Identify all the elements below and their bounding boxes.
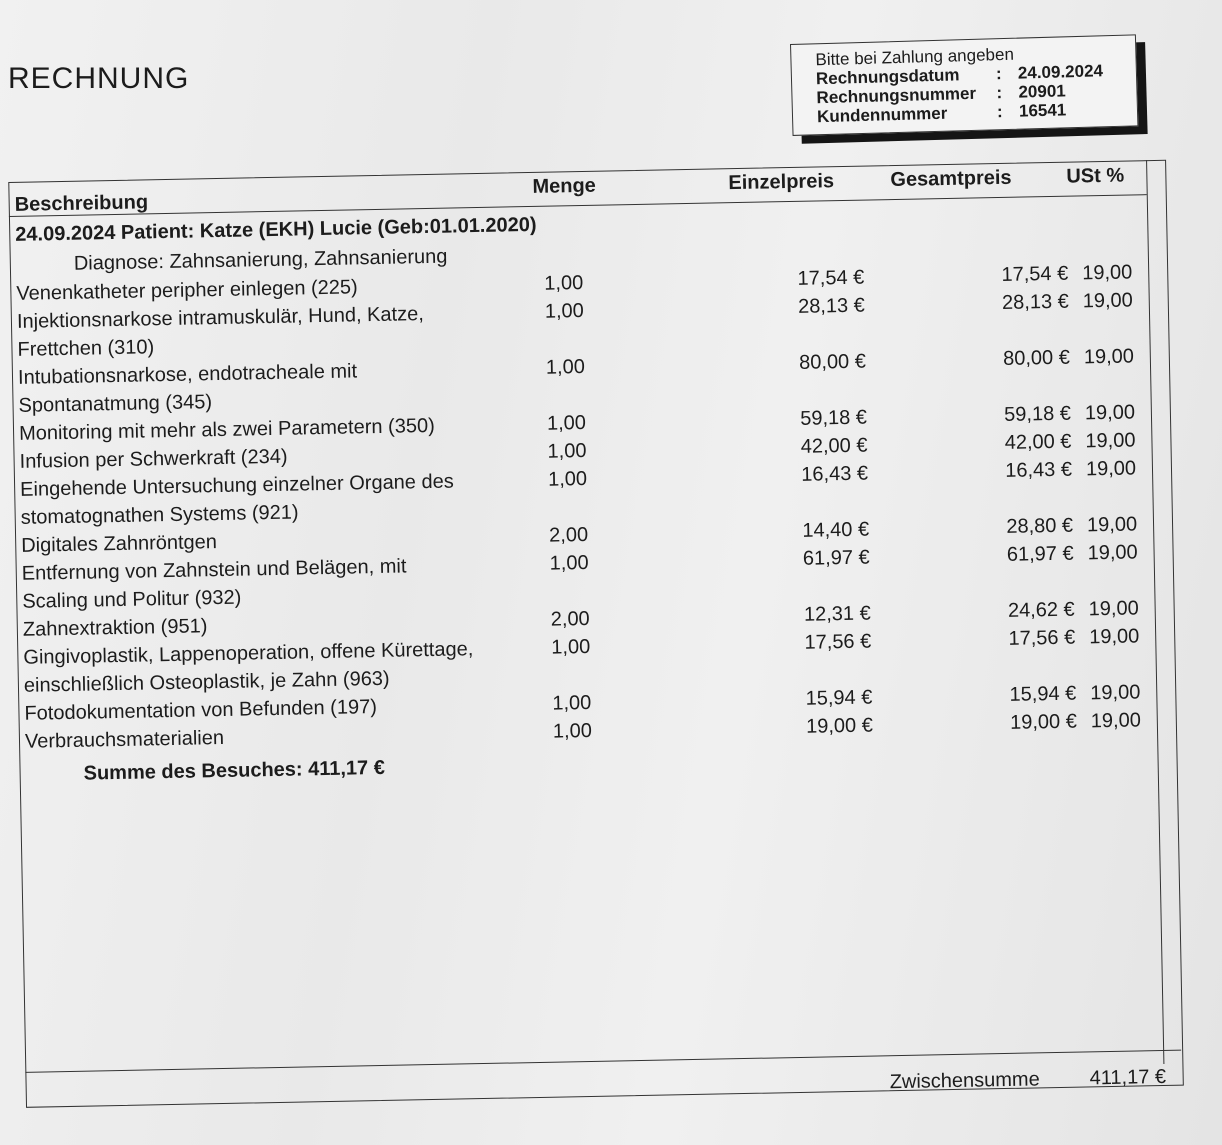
column-header-unit-price: Einzelpreis <box>728 170 835 195</box>
item-total-price: 17,54 € <box>1001 262 1069 286</box>
column-header-quantity: Menge <box>532 174 597 198</box>
info-separator: : <box>996 83 1003 103</box>
info-label: Kundennummer <box>816 103 948 127</box>
item-vat-rate: 19,00 <box>1082 289 1134 313</box>
item-quantity: 1,00 <box>551 635 591 659</box>
item-quantity: 1,00 <box>546 411 587 435</box>
subtotal-row <box>890 1066 1167 1094</box>
item-unit-price: 80,00 € <box>798 350 867 374</box>
item-description: Gingivoplastik, Lappenoperation, offene Kürettage, <box>23 638 474 669</box>
item-vat-rate: 19,00 <box>1085 429 1136 453</box>
item-vat-rate: 19,00 <box>1088 597 1139 621</box>
visit-header: 24.09.2024 Patient: Katze (EKH) Lucie (Geb:01.01.2020) <box>15 213 537 246</box>
item-description: Venenkatheter peripher einlegen (225) <box>16 276 358 305</box>
item-description-continued: Spontanatmung (345) <box>18 391 213 417</box>
info-label: Rechnungsdatum <box>815 65 960 89</box>
item-total-price: 80,00 € <box>1002 346 1071 370</box>
item-vat-rate: 19,00 <box>1085 457 1137 481</box>
item-unit-price: 14,40 € <box>802 518 870 542</box>
item-vat-rate: 19,00 <box>1090 681 1141 705</box>
column-header-vat: USt % <box>1066 164 1125 188</box>
subtotal-value: 411,17 € <box>1089 1065 1167 1090</box>
item-vat-rate: 19,00 <box>1088 625 1140 649</box>
item-total-price: 28,80 € <box>1006 514 1074 538</box>
item-total-price: 24,62 € <box>1007 598 1075 622</box>
info-separator: : <box>995 64 1002 84</box>
item-vat-rate: 19,00 <box>1082 261 1133 285</box>
item-quantity: 1,00 <box>552 691 592 715</box>
info-separator: : <box>996 102 1003 122</box>
item-quantity: 1,00 <box>547 439 587 463</box>
item-vat-rate: 19,00 <box>1086 513 1138 537</box>
item-unit-price: 17,56 € <box>804 630 872 654</box>
item-total-price: 15,94 € <box>1009 682 1077 706</box>
item-vat-rate: 19,00 <box>1087 541 1138 565</box>
info-value: 24.09.2024 <box>1017 61 1104 83</box>
item-total-price: 28,13 € <box>1001 290 1069 314</box>
item-quantity: 1,00 <box>544 299 584 323</box>
item-description-continued: Frettchen (310) <box>17 336 155 361</box>
item-description: Digitales Zahnröntgen <box>21 531 218 557</box>
item-description-continued: Scaling und Politur (932) <box>22 586 242 613</box>
item-unit-price: 28,13 € <box>797 294 866 318</box>
item-quantity: 1,00 <box>552 719 593 743</box>
item-quantity: 2,00 <box>548 523 589 547</box>
item-unit-price: 17,54 € <box>797 266 865 290</box>
item-quantity: 1,00 <box>547 467 588 491</box>
item-description: Eingehende Untersuchung einzelner Organe des <box>19 470 454 501</box>
item-unit-price: 12,31 € <box>803 602 871 626</box>
column-header-description: Beschreibung <box>14 191 149 216</box>
item-description: Entfernung von Zahnstein und Belägen, mit <box>21 555 407 585</box>
payment-info-box <box>790 34 1138 136</box>
item-unit-price: 15,94 € <box>805 686 873 710</box>
item-total-price: 17,56 € <box>1008 626 1076 650</box>
item-unit-price: 16,43 € <box>801 462 869 486</box>
visit-sum: Summe des Besuches: 411,17 € <box>83 756 386 785</box>
item-unit-price: 19,00 € <box>805 714 874 738</box>
item-description: Fotodokumentation von Befunden (197) <box>24 696 378 725</box>
info-value: 16541 <box>1018 100 1067 121</box>
item-total-price: 16,43 € <box>1005 458 1073 482</box>
item-description: Intubationsnarkose, endotracheale mit <box>17 360 358 389</box>
diagnosis-line: Diagnose: Zahnsanierung, Zahnsanierung <box>73 245 448 275</box>
item-unit-price: 59,18 € <box>800 406 868 430</box>
item-unit-price: 42,00 € <box>800 434 868 458</box>
item-description: Infusion per Schwerkraft (234) <box>19 445 288 473</box>
item-vat-rate: 19,00 <box>1083 345 1135 369</box>
item-description-continued: einschließlich Osteoplastik, je Zahn (963) <box>23 667 390 697</box>
item-unit-price: 61,97 € <box>802 546 870 570</box>
document-title: RECHNUNG <box>8 62 190 95</box>
item-total-price: 42,00 € <box>1004 430 1072 454</box>
item-total-price: 61,97 € <box>1006 542 1074 566</box>
info-value: 20901 <box>1018 81 1066 102</box>
subtotal-label: Zwischensumme <box>889 1068 1040 1094</box>
item-description: Injektionsnarkose intramuskulär, Hund, Katze, <box>16 303 424 333</box>
item-total-price: 19,00 € <box>1009 710 1078 734</box>
line-items <box>10 258 1169 756</box>
item-vat-rate: 19,00 <box>1090 709 1142 733</box>
column-header-total-price: Gesamtpreis <box>890 166 1012 192</box>
item-description: Monitoring mit mehr als zwei Parametern (350) <box>18 414 435 445</box>
invoice-table <box>8 146 1184 1118</box>
item-total-price: 59,18 € <box>1003 402 1072 426</box>
item-description: Verbrauchsmaterialien <box>24 726 225 753</box>
item-quantity: 1,00 <box>549 551 589 575</box>
item-description-continued: stomatognathen Systems (921) <box>20 501 299 529</box>
item-description: Zahnextraktion (951) <box>22 615 208 641</box>
item-quantity: 1,00 <box>544 271 584 295</box>
item-vat-rate: 19,00 <box>1084 401 1136 425</box>
info-box-header: Bitte bei Zahlung angeben <box>815 44 1015 70</box>
item-quantity: 2,00 <box>550 607 590 631</box>
item-quantity: 1,00 <box>545 355 586 379</box>
info-label: Rechnungsnummer <box>816 83 977 108</box>
